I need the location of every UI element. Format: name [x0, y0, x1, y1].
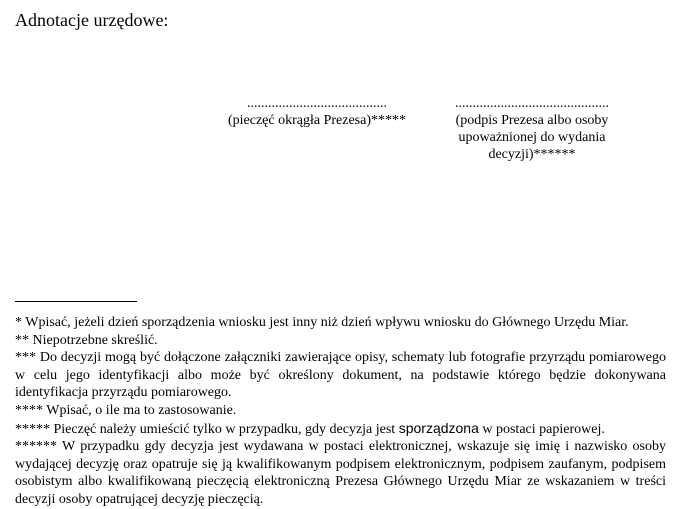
stamp-signature-block [218, 95, 416, 129]
footnote-5-start: ***** Pieczęć należy umieścić tylko w przypadku, gdy decyzja jest [15, 421, 399, 437]
footnote-5-end: w postaci papierowej. [478, 421, 605, 437]
footnote-separator [15, 301, 137, 302]
stamp-dotted-line: ........................................ [247, 96, 387, 111]
footnote-3: *** Do decyzji mogą być dołączone załączniki zawierające opisy, schematy lub fotografie przyrządu pomiarowego w celu jego identyfikacji albo może być określony dokument, na podstawie którego będzie dokonywana identyfikacja przyrządu pomiarowego. [15, 350, 666, 401]
footnote-2: ** Niepotrzebne skreślić. [15, 332, 158, 348]
footnote-6: ****** W przypadku gdy decyzja jest wydawana w postaci elektronicznej, wskazuje się imię i nazwisko osoby wydającej decyzję oraz opatruje się ją kwalifikowanym podpisem elektronicznym, podpisem zaufanym, podpisem osobistym albo kwalifikowaną pieczęcią elektroniczną Prezesa Głównego Urzędu Miar ze wskazaniem w treści decyzji osoby opatrującej decyzję pieczęcią. [15, 439, 666, 507]
page-heading: Adnotacje urzędowe: [15, 10, 169, 30]
footnote-4: **** Wpisać, o ile ma to zastosowanie. [15, 402, 237, 418]
footnote-5 [15, 420, 666, 439]
president-signature-block [430, 95, 634, 163]
footnote-1: * Wpisać, jeżeli dzień sporządzenia wniosku jest inny niż dzień wpływu wniosku do Głównego Urzędu Miar. [15, 315, 629, 330]
footnotes-section [15, 314, 666, 509]
footnote-5-highlight: sporządzona [398, 419, 479, 436]
stamp-caption: (pieczęć okrągła Prezesa)***** [227, 113, 406, 128]
signature-dotted-line: ............................................ [455, 96, 609, 111]
signature-caption: (podpis Prezesa albo osoby upoważnionej do wydania decyzji)****** [455, 113, 609, 162]
